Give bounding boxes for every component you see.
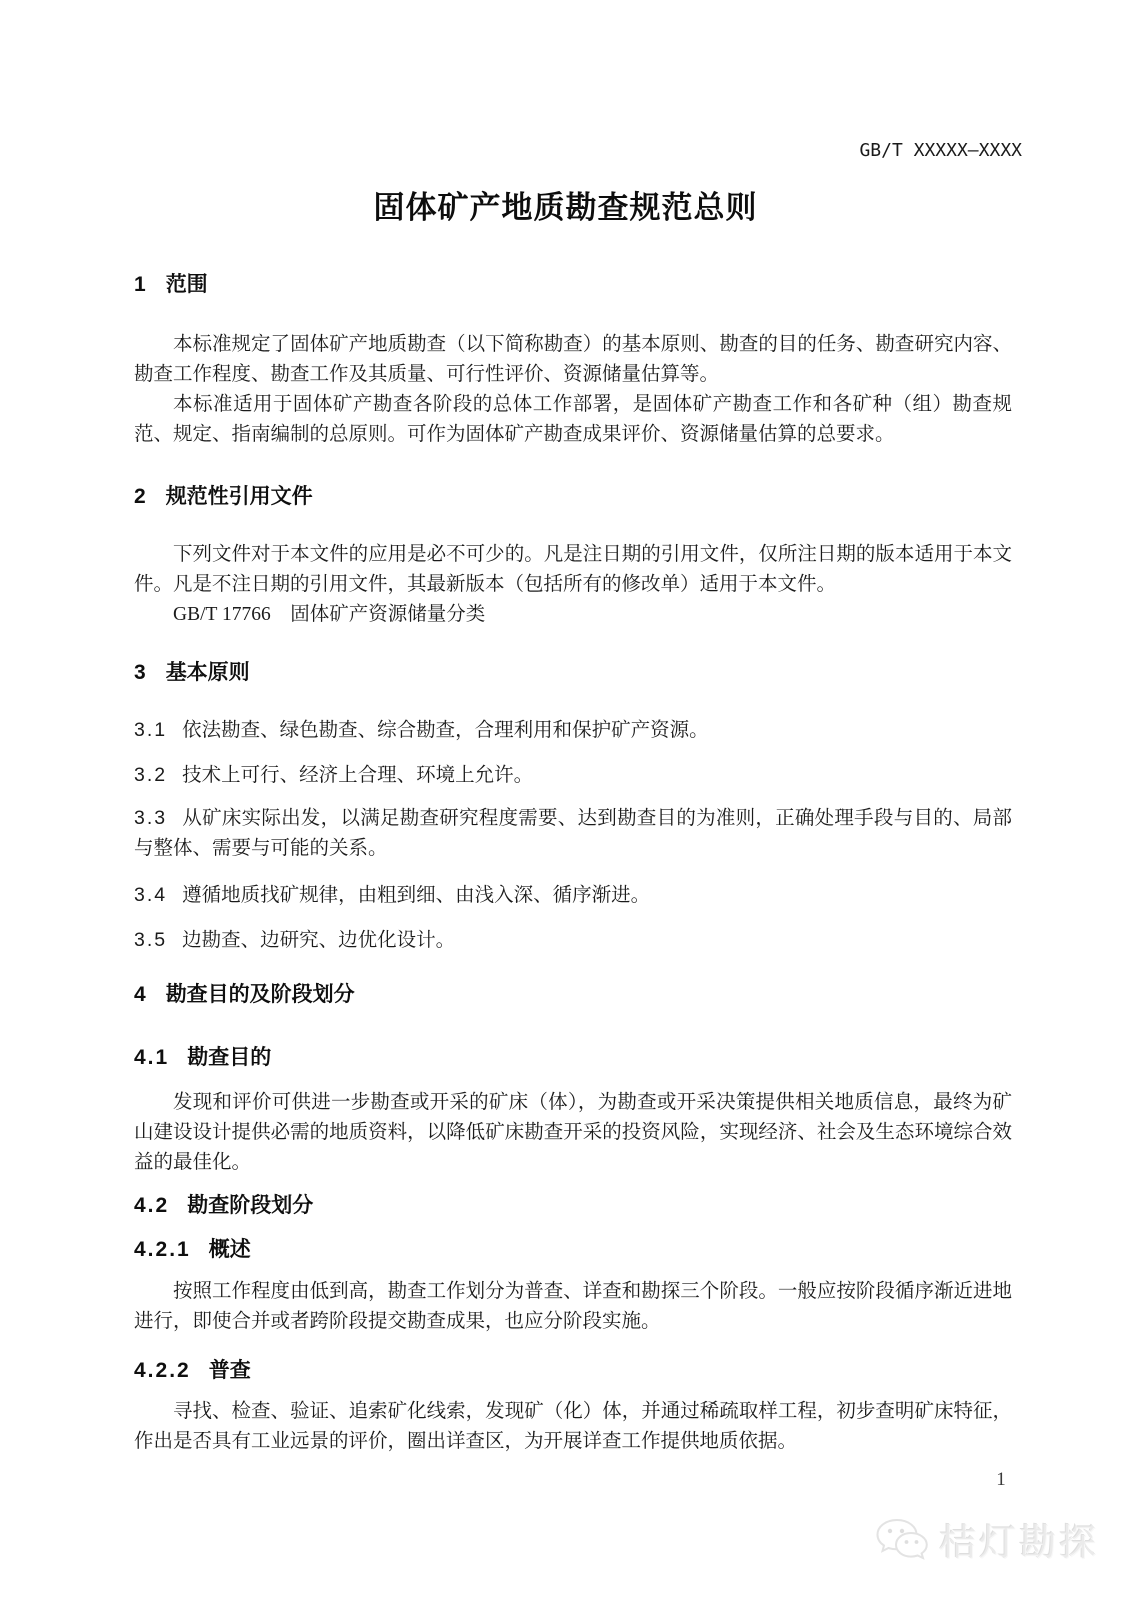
section-heading-2 [134, 482, 1016, 512]
section-number: 4.2.1 [134, 1238, 191, 1261]
clause-number: 3.1 [134, 719, 168, 741]
paragraph: 发现和评价可供进一步勘查或开采的矿床（体），为勘查或开采决策提供相关地质信息，最终为矿山建设设计提供必需的地质资料，以降低矿床勘查开采的投资风险，实现经济、社会及生态环境综合效益的最佳化。 [134, 1092, 1012, 1173]
clause-text: 遵循地质找矿规律，由粗到细、由浅入深、循序渐进。 [182, 885, 651, 906]
clause-text: 边勘查、边研究、边优化设计。 [182, 930, 456, 951]
page-number: 1 [996, 1469, 1006, 1490]
section-heading-4-2-2 [134, 1356, 1016, 1386]
section-4-2-2-body [134, 1397, 1012, 1457]
section-number: 2 [134, 485, 148, 508]
section-heading-4 [134, 980, 1016, 1010]
section-heading-4-1 [134, 1043, 1016, 1073]
section-title: 普查 [208, 1359, 251, 1382]
watermark-text: 桔灯勘探 [939, 1522, 1099, 1563]
section-2-body [134, 540, 1012, 630]
clause-item-3-2 [134, 760, 1012, 791]
section-number: 4.2.2 [134, 1359, 191, 1382]
section-heading-4-2 [134, 1191, 1016, 1221]
section-title: 基本原则 [165, 661, 250, 684]
section-title: 勘查阶段划分 [187, 1194, 314, 1217]
section-heading-4-2-1 [134, 1235, 1016, 1265]
clause-item-3-4 [134, 880, 1012, 911]
clause-number: 3.5 [134, 929, 168, 951]
clause-text: 技术上可行、经济上合理、环境上允许。 [182, 765, 534, 786]
section-heading-1 [134, 270, 1016, 300]
section-number: 4 [134, 983, 148, 1006]
section-title: 勘查目的及阶段划分 [165, 983, 355, 1006]
section-4-2-1-body [134, 1277, 1012, 1337]
section-number: 3 [134, 661, 148, 684]
clause-number: 3.4 [134, 884, 168, 906]
paragraph: 寻找、检查、验证、追索矿化线索，发现矿（化）体，并通过稀疏取样工程，初步查明矿床特征，作出是否具有工业远景的评价，圈出详查区，为开展详查工作提供地质依据。 [134, 1401, 1012, 1452]
section-number: 4.2 [134, 1194, 170, 1217]
clause-text: 从矿床实际出发，以满足勘查研究程度需要、达到勘查目的为准则，正确处理手段与目的、局部与整体、需要与可能的关系。 [134, 808, 1012, 859]
reference-entry: GB/T 17766 固体矿产资源储量分类 [173, 604, 486, 625]
section-4-1-body [134, 1088, 1012, 1178]
clause-number: 3.3 [134, 807, 168, 829]
page-title: 固体矿产地质勘查规范总则 [373, 190, 758, 225]
clause-item-3-3 [134, 803, 1012, 864]
section-title: 概述 [208, 1238, 251, 1261]
section-1-body [134, 330, 1012, 450]
section-title: 范围 [165, 273, 208, 296]
section-title: 勘查目的 [187, 1046, 272, 1069]
section-number: 1 [134, 273, 148, 296]
section-heading-3 [134, 658, 1016, 688]
section-number: 4.1 [134, 1046, 170, 1069]
clause-item-3-5 [134, 925, 1012, 956]
watermark [873, 1514, 1099, 1572]
section-title: 规范性引用文件 [165, 485, 313, 508]
doc-code: GB/T XXXXX—XXXX [859, 140, 1022, 161]
paragraph: 按照工作程度由低到高，勘查工作划分为普查、详查和勘探三个阶段。一般应按阶段循序渐近进地进行，即使合并或者跨阶段提交勘查成果，也应分阶段实施。 [134, 1281, 1012, 1332]
clause-number: 3.2 [134, 764, 168, 786]
wechat-chat-bubbles-icon [873, 1515, 939, 1572]
paragraph: 本标准适用于固体矿产勘查各阶段的总体工作部署，是固体矿产勘查工作和各矿种（组）勘查规范、规定、指南编制的总原则。可作为固体矿产勘查成果评价、资源储量估算的总要求。 [134, 394, 1012, 445]
clause-item-3-1 [134, 715, 1012, 746]
clause-text: 依法勘查、绿色勘查、综合勘查，合理利用和保护矿产资源。 [182, 720, 709, 741]
paragraph: 下列文件对于本文件的应用是必不可少的。凡是注日期的引用文件，仅所注日期的版本适用于本文件。凡是不注日期的引用文件，其最新版本（包括所有的修改单）适用于本文件。 [134, 544, 1012, 595]
paragraph: 本标准规定了固体矿产地质勘查（以下简称勘查）的基本原则、勘查的目的任务、勘查研究内容、勘查工作程度、勘查工作及其质量、可行性评价、资源储量估算等。 [134, 334, 1012, 385]
